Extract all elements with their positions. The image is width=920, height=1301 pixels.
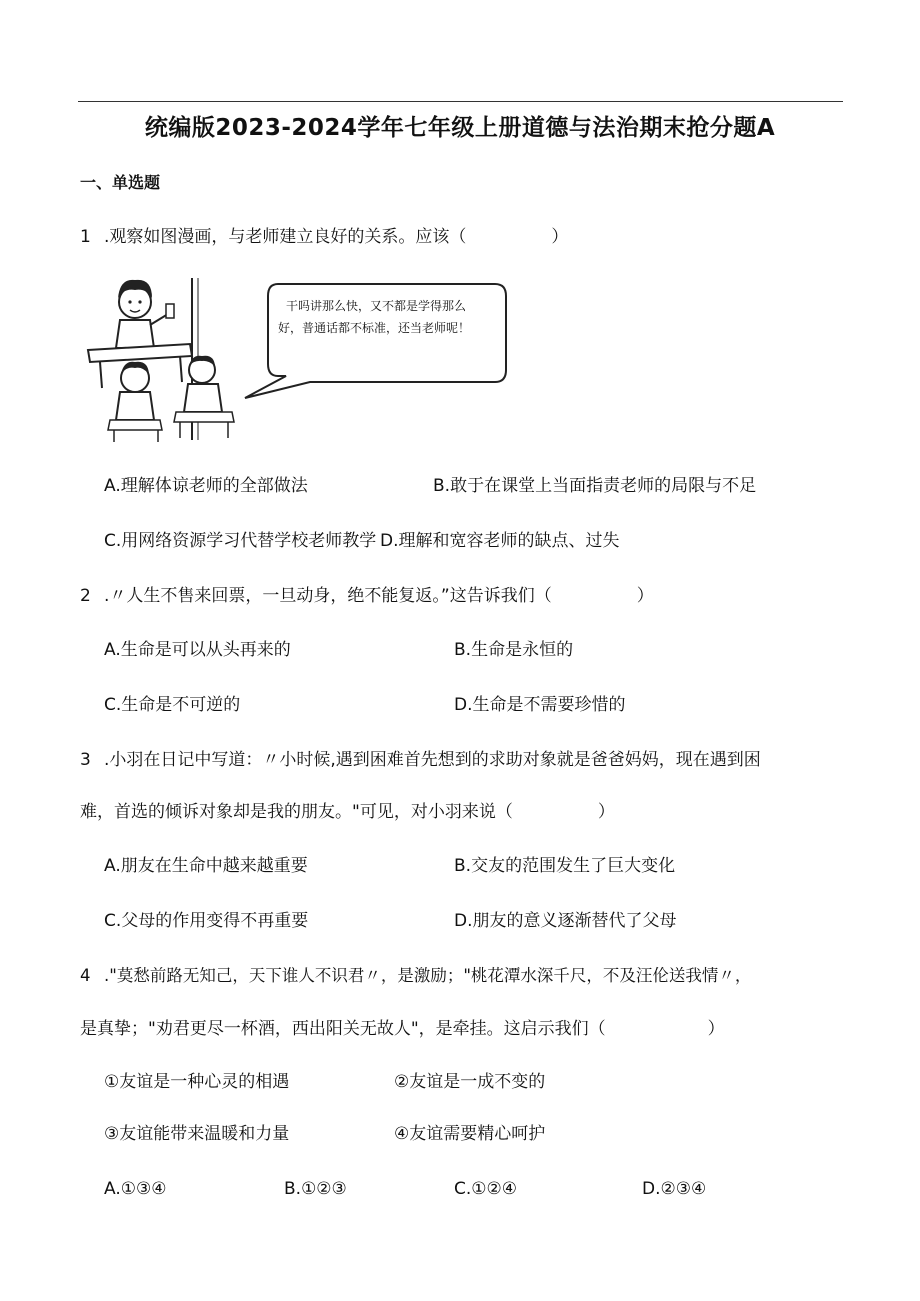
question-number: 2 xyxy=(80,586,91,606)
q4-statement-2: ②友谊是一成不变的 xyxy=(394,1072,546,1092)
question-stem: .〃人生不售来回票，一旦动身，绝不能复返。”这告诉我们（ ） xyxy=(104,586,654,606)
comic-illustration xyxy=(80,270,510,445)
question-number: 4 xyxy=(80,966,91,985)
question-2 xyxy=(80,582,654,610)
q4-option-b[interactable]: B.①②③ xyxy=(284,1179,347,1199)
q1-option-a[interactable]: A.理解体谅老师的全部做法 xyxy=(104,476,308,496)
student-girl-figure xyxy=(108,362,162,442)
q4-statement-1: ①友谊是一种心灵的相遇 xyxy=(104,1072,290,1092)
q3-option-c[interactable]: C.父母的作用变得不再重要 xyxy=(104,911,309,931)
q1-option-c[interactable]: C.用网络资源学习代替学校老师教学 xyxy=(104,531,377,551)
q1-option-b[interactable]: B.敢于在课堂上当面指责老师的局限与不足 xyxy=(433,476,757,496)
q4-option-d[interactable]: D.②③④ xyxy=(642,1179,707,1199)
q2-option-a[interactable]: A.生命是可以从头再来的 xyxy=(104,640,291,660)
q4-statement-3: ③友谊能带来温暖和力量 xyxy=(104,1124,290,1144)
speech-bubble-line-1: 干吗讲那么快，又不都是学得那么 xyxy=(286,299,467,313)
question-3-continued: 难，首选的倾诉对象却是我的朋友。"可见，对小羽来说（ ） xyxy=(80,802,615,822)
q3-option-b[interactable]: B.交友的范围发生了巨大变化 xyxy=(454,856,676,876)
q2-option-b[interactable]: B.生命是永恒的 xyxy=(454,640,574,660)
q3-option-a[interactable]: A.朋友在生命中越来越重要 xyxy=(104,856,308,876)
q3-option-d[interactable]: D.朋友的意义逐渐替代了父母 xyxy=(454,911,677,931)
q4-option-c[interactable]: C.①②④ xyxy=(454,1179,517,1199)
page-title: 统编版2023-2024学年七年级上册道德与法治期末抢分题A xyxy=(144,115,776,141)
question-stem: .观察如图漫画，与老师建立良好的关系。应该（ ） xyxy=(104,227,569,247)
q2-option-d[interactable]: D.生命是不需要珍惜的 xyxy=(454,695,626,715)
speech-bubble-line-2: 好，普通话都不标准，还当老师呢！ xyxy=(278,321,471,335)
teacher-figure xyxy=(116,280,174,348)
question-1 xyxy=(80,223,568,251)
q1-option-d[interactable]: D.理解和宽容老师的缺点、过失 xyxy=(380,531,620,551)
student-boy-figure xyxy=(174,356,234,438)
q4-option-a[interactable]: A.①③④ xyxy=(104,1179,167,1199)
question-number: 1 xyxy=(80,227,91,247)
question-3 xyxy=(80,746,761,774)
question-4 xyxy=(80,962,751,990)
section-heading: 一、单选题 xyxy=(80,173,161,192)
question-number: 3 xyxy=(80,750,91,770)
speech-bubble xyxy=(245,284,506,398)
question-stem: .小羽在日记中写道：〃小时候,遇到困难首先想到的求助对象就是爸爸妈妈，现在遇到困 xyxy=(104,750,761,770)
q2-option-c[interactable]: C.生命是不可逆的 xyxy=(104,695,241,715)
top-rule xyxy=(78,101,843,102)
question-4-continued: 是真挚；"劝君更尽一杯酒，西出阳关无故人"，是牵挂。这启示我们（ ） xyxy=(80,1019,725,1039)
q4-statement-4: ④友谊需要精心呵护 xyxy=(394,1124,546,1144)
question-stem: ."莫愁前路无知己，天下谁人不识君〃，是激励；"桃花潭水深千尺，不及汪伦送我情〃， xyxy=(104,966,752,985)
